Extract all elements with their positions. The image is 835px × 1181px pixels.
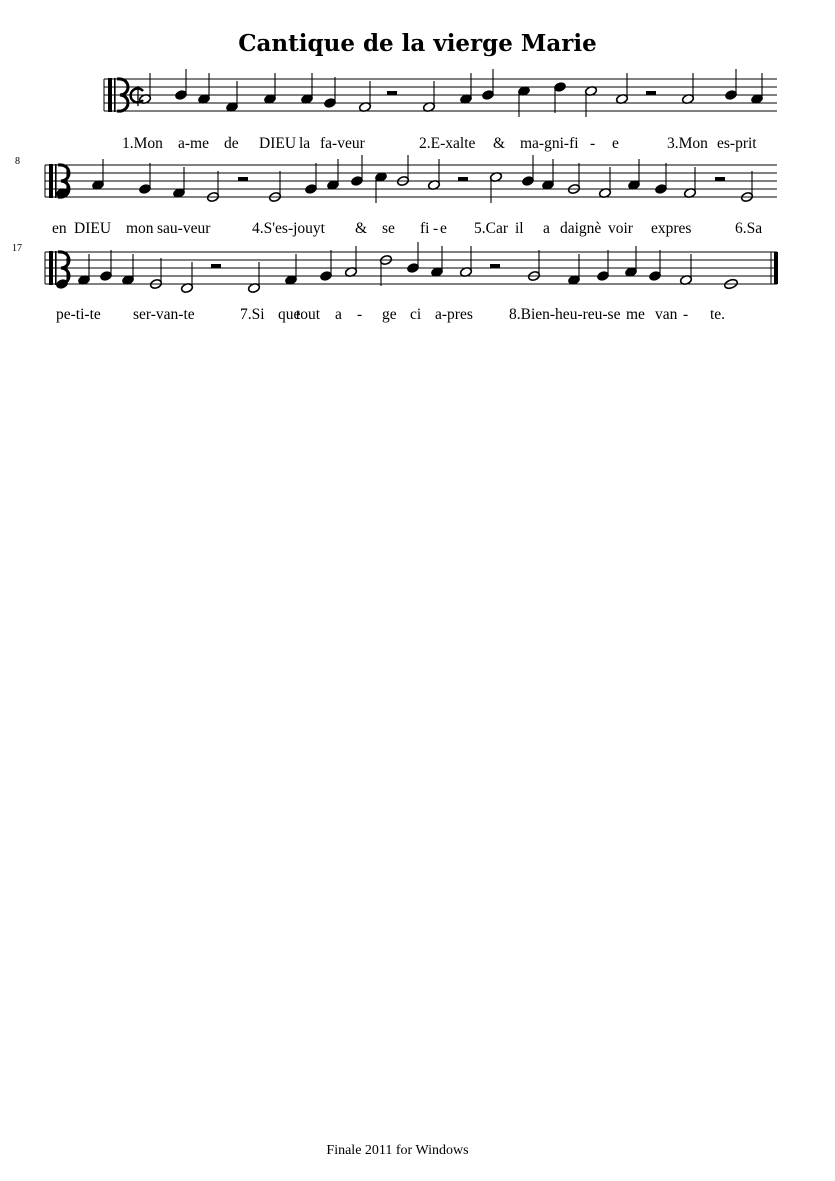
lyric-syllable: 4.S'es-jouyt (252, 220, 325, 237)
lyric-syllable: pe-ti-te (56, 306, 101, 323)
lyric-syllable: sau-veur (157, 220, 211, 237)
lyric-syllable: en (52, 220, 67, 237)
lyric-syllable: & (493, 135, 506, 152)
lyric-syllable: DIEU (74, 220, 112, 237)
half-rest (387, 91, 397, 95)
half-rest (211, 264, 221, 268)
alto-clef-bar (49, 164, 53, 198)
lyric-syllable: ma-gni-fi (520, 135, 579, 152)
lyric-syllable: es-prit (717, 135, 757, 152)
lyric-syllable: 2.E-xalte (419, 135, 476, 152)
lyric-syllable: DIEU (259, 135, 297, 152)
lyric-syllable: ser-van-te (133, 306, 195, 323)
half-rest (646, 91, 656, 95)
lyric-syllable: 7.Si (240, 306, 265, 323)
half-rest (715, 177, 725, 181)
lyric-syllable: & (355, 220, 368, 237)
lyric-syllable: van (655, 306, 678, 323)
alto-clef-bar (55, 251, 57, 285)
alto-clef-bar (49, 251, 53, 285)
lyric-syllable: la (299, 135, 311, 152)
lyric-syllable: ge (382, 306, 397, 323)
lyric-syllable: 5.Car (474, 220, 509, 237)
staff-system-3 (45, 242, 778, 323)
lyric-syllable: e (612, 135, 619, 152)
lyric-syllable: - (590, 135, 596, 152)
lyric-syllable: expres (651, 220, 692, 237)
lyric-syllable: tout (296, 306, 321, 323)
alto-clef-bar (108, 78, 112, 112)
final-barline-thick (774, 252, 778, 284)
half-rest (458, 177, 468, 181)
footer-credit: Finale 2011 for Windows (326, 1143, 469, 1158)
lyric-syllable: a-me (178, 135, 209, 152)
lyric-syllable: a (543, 220, 550, 237)
lyric-syllable: a-pres (435, 306, 473, 323)
lyric-syllable: fa-veur (320, 135, 365, 152)
half-rest (238, 177, 248, 181)
lyric-syllable: que (278, 306, 301, 323)
lyric-syllable: e (440, 220, 447, 237)
lyric-syllable: - (357, 306, 363, 323)
lyric-syllable: il (515, 220, 524, 237)
alto-clef-bar (114, 78, 116, 112)
lyric-syllable: 8.Bien-heu-reu-se (509, 306, 621, 323)
score-title: Cantique de la vierge Marie (238, 30, 597, 57)
staff-system-2 (45, 155, 777, 237)
cut-time-symbol (131, 89, 143, 103)
lyric-syllable: a (335, 306, 342, 323)
measure-number: 8 (15, 156, 20, 167)
staff-system-1 (104, 69, 777, 152)
lyric-syllable: mon (126, 220, 154, 237)
half-rest (490, 264, 500, 268)
lyric-syllable: te. (710, 306, 726, 323)
lyric-syllable: - (433, 220, 439, 237)
lyric-syllable: - (683, 306, 689, 323)
lyric-syllable: 3.Mon (667, 135, 708, 152)
lyric-syllable: 6.Sa (735, 220, 763, 237)
lyric-syllable: de (224, 135, 239, 152)
lyric-syllable: me (626, 306, 645, 323)
lyric-syllable: 1.Mon (122, 135, 163, 152)
lyric-syllable: voir (608, 220, 633, 237)
lyric-syllable: daignè (560, 220, 602, 237)
lyric-syllable: ci (410, 306, 422, 323)
measure-number: 17 (12, 243, 22, 254)
lyric-syllable: fi (420, 220, 430, 237)
lyric-syllable: se (382, 220, 395, 237)
